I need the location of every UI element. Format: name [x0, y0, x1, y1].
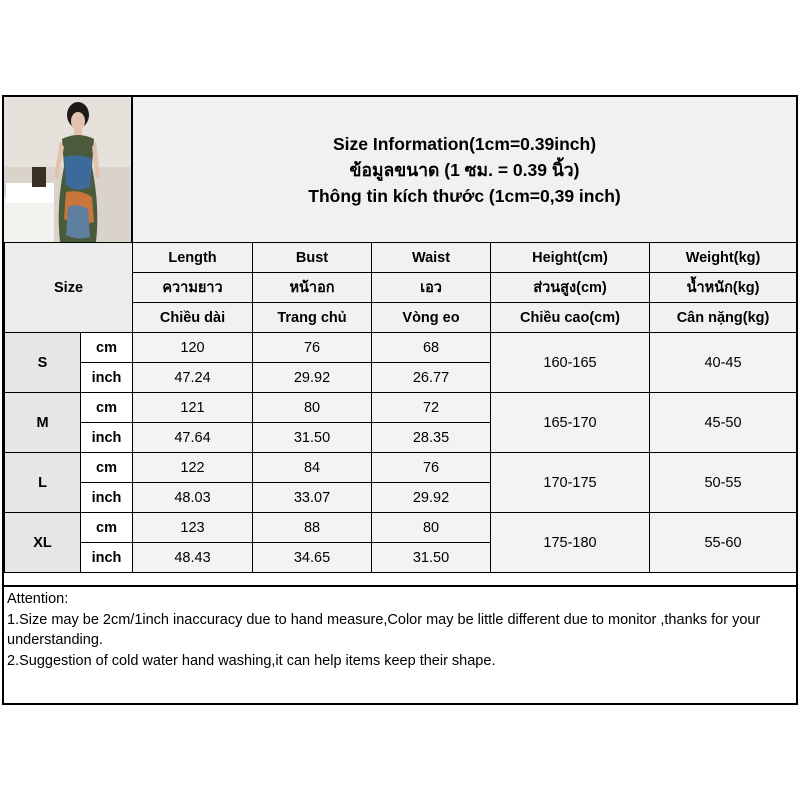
weight-range: 50-55	[650, 453, 797, 513]
table-row	[5, 513, 797, 543]
bust-cm: 88	[253, 513, 372, 543]
waist-inch: 26.77	[372, 363, 491, 393]
height-range: 165-170	[491, 393, 650, 453]
length-cm: 123	[133, 513, 253, 543]
waist-inch: 31.50	[372, 543, 491, 573]
bust-cm: 76	[253, 333, 372, 363]
title-thai: ข้อมูลขนาด (1 ซม. = 0.39 นิ้ว)	[349, 159, 580, 180]
attention-notes	[4, 585, 796, 703]
table-row	[5, 393, 797, 423]
unit-cm: cm	[81, 393, 133, 423]
col-weight-th: น้ำหนัก(kg)	[650, 273, 797, 303]
length-inch: 48.03	[133, 483, 253, 513]
size-label: XL	[5, 513, 81, 573]
col-bust-vi: Trang chủ	[253, 303, 372, 333]
col-length-th: ความยาว	[133, 273, 253, 303]
table-row	[5, 333, 797, 363]
size-label: L	[5, 453, 81, 513]
size-column-title: Size	[5, 243, 133, 333]
col-height-vi: Chiều cao(cm)	[491, 303, 650, 333]
bust-inch: 33.07	[253, 483, 372, 513]
col-bust-th: หน้าอก	[253, 273, 372, 303]
waist-cm: 72	[372, 393, 491, 423]
unit-inch: inch	[81, 483, 133, 513]
length-cm: 122	[133, 453, 253, 483]
col-waist-th: เอว	[372, 273, 491, 303]
unit-inch: inch	[81, 543, 133, 573]
table-row	[5, 453, 797, 483]
bust-cm: 80	[253, 393, 372, 423]
attention-note-2: 2.Suggestion of cold water hand washing,it can help items keep their shape.	[7, 652, 496, 669]
waist-inch: 29.92	[372, 483, 491, 513]
waist-cm: 80	[372, 513, 491, 543]
unit-cm: cm	[81, 513, 133, 543]
height-range: 160-165	[491, 333, 650, 393]
size-label: M	[5, 393, 81, 453]
length-inch: 48.43	[133, 543, 253, 573]
waist-cm: 76	[372, 453, 491, 483]
bust-cm: 84	[253, 453, 372, 483]
col-waist-en: Waist	[372, 243, 491, 273]
unit-inch: inch	[81, 363, 133, 393]
length-cm: 121	[133, 393, 253, 423]
size-label: S	[5, 333, 81, 393]
col-length-en: Length	[133, 243, 253, 273]
attention-heading: Attention:	[7, 591, 69, 607]
title-english: Size Information(1cm=0.39inch)	[332, 133, 597, 154]
weight-range: 45-50	[650, 393, 797, 453]
waist-inch: 28.35	[372, 423, 491, 453]
waist-cm: 68	[372, 333, 491, 363]
size-info-title	[133, 97, 796, 242]
col-weight-vi: Cân nặng(kg)	[650, 303, 797, 333]
col-weight-en: Weight(kg)	[650, 243, 797, 273]
header-row-english	[5, 243, 797, 273]
length-inch: 47.64	[133, 423, 253, 453]
length-inch: 47.24	[133, 363, 253, 393]
col-waist-vi: Vòng eo	[372, 303, 491, 333]
col-bust-en: Bust	[253, 243, 372, 273]
title-vietnamese: Thông tin kích thước (1cm=0,39 inch)	[308, 185, 621, 206]
bust-inch: 31.50	[253, 423, 372, 453]
weight-range: 55-60	[650, 513, 797, 573]
size-table	[4, 242, 797, 573]
weight-range: 40-45	[650, 333, 797, 393]
unit-cm: cm	[81, 453, 133, 483]
col-length-vi: Chiều dài	[133, 303, 253, 333]
bust-inch: 34.65	[253, 543, 372, 573]
size-chart	[2, 95, 798, 705]
product-photo	[4, 97, 133, 242]
unit-cm: cm	[81, 333, 133, 363]
height-range: 175-180	[491, 513, 650, 573]
height-range: 170-175	[491, 453, 650, 513]
col-height-th: ส่วนสูง(cm)	[491, 273, 650, 303]
bust-inch: 29.92	[253, 363, 372, 393]
col-height-en: Height(cm)	[491, 243, 650, 273]
attention-note-1: 1.Size may be 2cm/1inch inaccuracy due to hand measure,Color may be little different due to monitor ,thanks for your understanding.	[7, 611, 761, 648]
unit-inch: inch	[81, 423, 133, 453]
length-cm: 120	[133, 333, 253, 363]
